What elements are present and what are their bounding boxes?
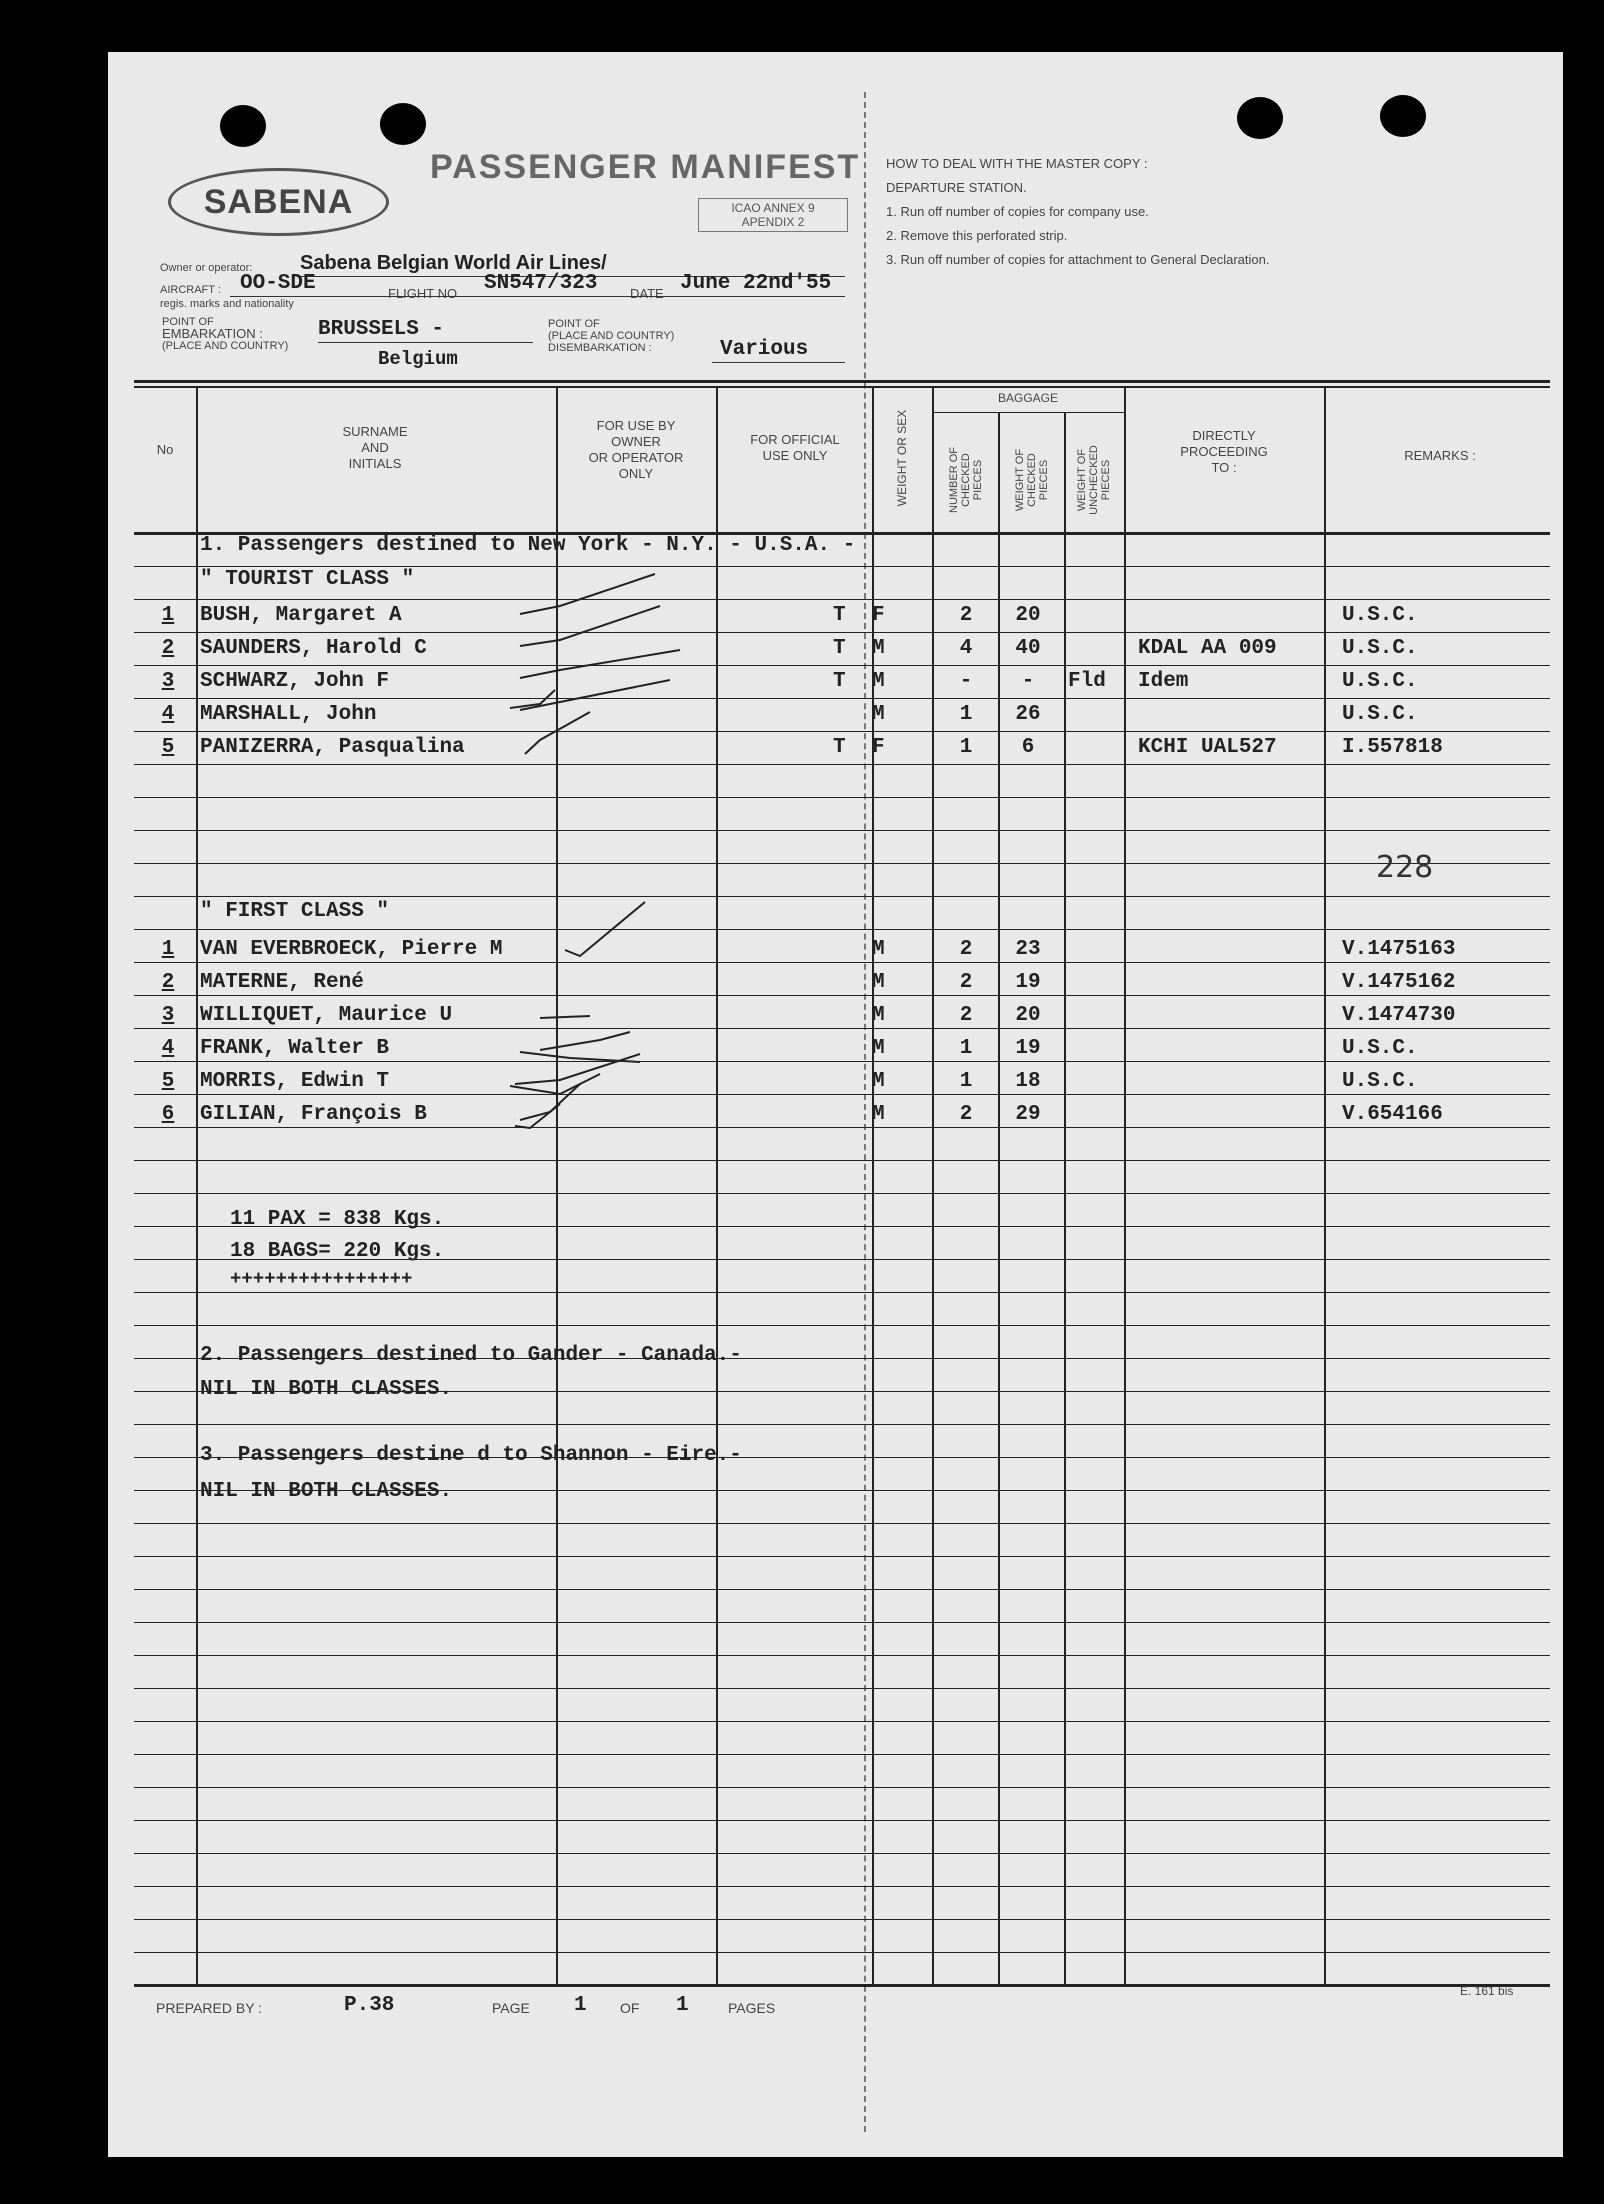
remarks: V.1475162 bbox=[1342, 971, 1456, 994]
section-gander-heading: 2. Passengers destined to Gander - Canada.- bbox=[200, 1344, 742, 1367]
page-label: PAGE bbox=[492, 2000, 530, 2016]
check-mark bbox=[540, 1016, 590, 1018]
checked-pieces: 1 bbox=[959, 1070, 973, 1093]
check-mark bbox=[565, 902, 645, 956]
remarks: U.S.C. bbox=[1342, 637, 1418, 660]
col-checked-weight-header: WEIGHT OF CHECKED PIECES bbox=[1014, 448, 1050, 512]
embarkation-city: BRUSSELS - bbox=[318, 318, 445, 341]
col-checked-pieces-header: NUMBER OF CHECKED PIECES bbox=[948, 447, 984, 513]
remarks: U.S.C. bbox=[1342, 1070, 1418, 1093]
aircraft-label: AIRCRAFT : bbox=[160, 284, 221, 296]
col-weight-sex-header: WEIGHT OR SEX bbox=[895, 409, 909, 507]
col-baggage-header: BAGGAGE bbox=[997, 391, 1059, 405]
prepared-by-value: P.38 bbox=[344, 1994, 395, 2017]
passenger-name: GILIAN, François B bbox=[200, 1103, 427, 1126]
of-label: OF bbox=[620, 2000, 640, 2016]
sabena-logo: SABENA bbox=[168, 168, 389, 236]
date-value: June 22nd'55 bbox=[680, 272, 832, 295]
check-mark bbox=[520, 574, 655, 614]
page-value: 1 bbox=[574, 1994, 587, 2017]
gander-nil: NIL IN BOTH CLASSES. bbox=[200, 1378, 453, 1401]
remarks: V.1475163 bbox=[1342, 938, 1456, 961]
check-mark bbox=[520, 650, 680, 678]
date-label: DATE bbox=[630, 286, 664, 301]
passenger-number: 4 bbox=[161, 703, 175, 726]
shannon-nil: NIL IN BOTH CLASSES. bbox=[200, 1480, 453, 1503]
passenger-sex: M bbox=[872, 1004, 885, 1027]
prepared-by-label: PREPARED BY : bbox=[156, 2000, 263, 2016]
disembarkation-label: POINT OF (PLACE AND COUNTRY) DISEMBARKATION : bbox=[548, 318, 675, 354]
checked-pieces: 2 bbox=[959, 1004, 973, 1027]
flight-value: SN547/323 bbox=[484, 272, 598, 295]
checked-weight: 29 bbox=[1015, 1103, 1041, 1126]
aircraft-sublabel: regis. marks and nationality bbox=[160, 298, 294, 310]
checked-pieces: 2 bbox=[959, 1103, 973, 1126]
checked-weight: 20 bbox=[1015, 1004, 1041, 1027]
page-title: PASSENGER MANIFEST bbox=[430, 148, 861, 186]
passenger-sex: M bbox=[872, 1037, 885, 1060]
passenger-number: 1 bbox=[161, 604, 175, 627]
col-remarks-header: REMARKS : bbox=[1404, 448, 1476, 463]
passenger-sex: F bbox=[872, 604, 885, 627]
passenger-sex: M bbox=[872, 1070, 885, 1093]
of-value: 1 bbox=[676, 1994, 689, 2017]
remarks: V.654166 bbox=[1342, 1103, 1443, 1126]
passenger-number: 6 bbox=[161, 1103, 175, 1126]
passenger-number: 5 bbox=[161, 1070, 175, 1093]
checked-pieces: 2 bbox=[959, 604, 973, 627]
proceeding-to: Idem bbox=[1138, 670, 1189, 693]
passenger-sex: M bbox=[872, 637, 885, 660]
remarks: U.S.C. bbox=[1342, 604, 1418, 627]
passenger-name: MORRIS, Edwin T bbox=[200, 1070, 390, 1093]
checked-weight: 19 bbox=[1015, 971, 1041, 994]
owner-code: T bbox=[833, 670, 846, 693]
owner-label: Owner or operator: bbox=[160, 262, 253, 274]
handwritten-note: 228 bbox=[1376, 850, 1434, 885]
checked-weight: 6 bbox=[1021, 736, 1035, 759]
passenger-number: 3 bbox=[161, 670, 175, 693]
passenger-number: 3 bbox=[161, 1004, 175, 1027]
owner-value: Sabena Belgian World Air Lines/ bbox=[300, 252, 607, 274]
passenger-sex: M bbox=[872, 971, 885, 994]
proceeding-to: KDAL AA 009 bbox=[1138, 637, 1277, 660]
col-unchecked-weight-header: WEIGHT OF UNCHECKED PIECES bbox=[1076, 445, 1112, 515]
passenger-name: SCHWARZ, John F bbox=[200, 670, 390, 693]
passenger-name: PANIZERRA, Pasqualina bbox=[200, 736, 465, 759]
proceeding-to: KCHI UAL527 bbox=[1138, 736, 1277, 759]
checked-pieces: 1 bbox=[959, 736, 973, 759]
passenger-sex: M bbox=[872, 1103, 885, 1126]
remarks: U.S.C. bbox=[1342, 670, 1418, 693]
embarkation-country: Belgium bbox=[378, 348, 458, 370]
aircraft-value: OO-SDE bbox=[240, 272, 316, 295]
master-copy-instructions: HOW TO DEAL WITH THE MASTER COPY : DEPARTURE STATION. 1. Run off number of copies for company use. 2. Remove this perforated strip. 3. Run off number of copies for attachment to General Declaration. bbox=[886, 156, 1270, 267]
checked-pieces: 1 bbox=[959, 1037, 973, 1060]
checked-weight: 19 bbox=[1015, 1037, 1041, 1060]
remarks: U.S.C. bbox=[1342, 1037, 1418, 1060]
checked-pieces: - bbox=[959, 670, 973, 693]
owner-code: T bbox=[833, 736, 846, 759]
check-mark bbox=[520, 606, 660, 646]
passenger-sex: M bbox=[872, 703, 885, 726]
col-no-header: No bbox=[156, 442, 174, 457]
col-owner-use-header: FOR USE BY OWNER OR OPERATOR ONLY bbox=[588, 418, 684, 481]
first-class-heading: " FIRST CLASS " bbox=[200, 900, 390, 923]
owner-code: T bbox=[833, 604, 846, 627]
form-code: E. 161 bis bbox=[1460, 1984, 1514, 1998]
icao-reference: ICAO ANNEX 9 APENDIX 2 bbox=[698, 198, 848, 232]
checked-pieces: 1 bbox=[959, 703, 973, 726]
remarks: I.557818 bbox=[1342, 736, 1443, 759]
remarks: U.S.C. bbox=[1342, 703, 1418, 726]
remarks: V.1474730 bbox=[1342, 1004, 1456, 1027]
check-mark bbox=[540, 1032, 630, 1050]
passenger-number: 4 bbox=[161, 1037, 175, 1060]
passenger-name: MATERNE, René bbox=[200, 971, 364, 994]
checked-weight: 26 bbox=[1015, 703, 1041, 726]
passenger-sex: M bbox=[872, 670, 885, 693]
tourist-class-heading: " TOURIST CLASS " bbox=[200, 568, 415, 591]
owner-code: T bbox=[833, 637, 846, 660]
check-mark bbox=[520, 680, 670, 710]
embarkation-label: POINT OF EMBARKATION : (PLACE AND COUNTRY) bbox=[162, 316, 289, 352]
checked-pieces: 2 bbox=[959, 938, 973, 961]
section-shannon-heading: 3. Passengers destine d to Shannon - Eire.- bbox=[200, 1444, 742, 1467]
passenger-number: 1 bbox=[161, 938, 175, 961]
passenger-name: WILLIQUET, Maurice U bbox=[200, 1004, 453, 1027]
separator-stars: ++++++++++++++++ bbox=[230, 1268, 413, 1290]
col-surname-header: SURNAME AND INITIALS bbox=[342, 424, 408, 471]
checked-weight: 40 bbox=[1015, 637, 1041, 660]
checked-weight: - bbox=[1021, 670, 1035, 693]
checked-weight: 18 bbox=[1015, 1070, 1041, 1093]
col-proceeding-header: DIRECTLY PROCEEDING TO : bbox=[1180, 428, 1268, 475]
passenger-sex: M bbox=[872, 938, 885, 961]
passenger-number: 2 bbox=[161, 971, 175, 994]
pages-label: PAGES bbox=[728, 2000, 776, 2016]
checked-weight: 20 bbox=[1015, 604, 1041, 627]
checked-pieces: 2 bbox=[959, 971, 973, 994]
total-bags: 18 BAGS= 220 Kgs. bbox=[230, 1240, 445, 1263]
col-official-use-header: FOR OFFICIAL USE ONLY bbox=[750, 432, 840, 463]
section-ny-heading: 1. Passengers destined to New York - N.Y. - U.S.A. - bbox=[200, 534, 856, 557]
flight-label: FLIGHT NO bbox=[388, 286, 458, 301]
passenger-name: MARSHALL, John bbox=[200, 703, 377, 726]
checked-weight: 23 bbox=[1015, 938, 1041, 961]
passenger-name: BUSH, Margaret A bbox=[200, 604, 402, 627]
disembarkation-value: Various bbox=[720, 338, 809, 361]
check-mark bbox=[525, 712, 590, 754]
passenger-name: VAN EVERBROECK, Pierre M bbox=[200, 938, 503, 961]
passenger-number: 5 bbox=[161, 736, 175, 759]
unchecked-weight: Fld bbox=[1068, 670, 1106, 693]
passenger-name: SAUNDERS, Harold C bbox=[200, 637, 427, 660]
passenger-number: 2 bbox=[161, 637, 175, 660]
checked-pieces: 4 bbox=[959, 637, 973, 660]
total-pax: 11 PAX = 838 Kgs. bbox=[230, 1208, 445, 1231]
passenger-name: FRANK, Walter B bbox=[200, 1037, 390, 1060]
passenger-sex: F bbox=[872, 736, 885, 759]
